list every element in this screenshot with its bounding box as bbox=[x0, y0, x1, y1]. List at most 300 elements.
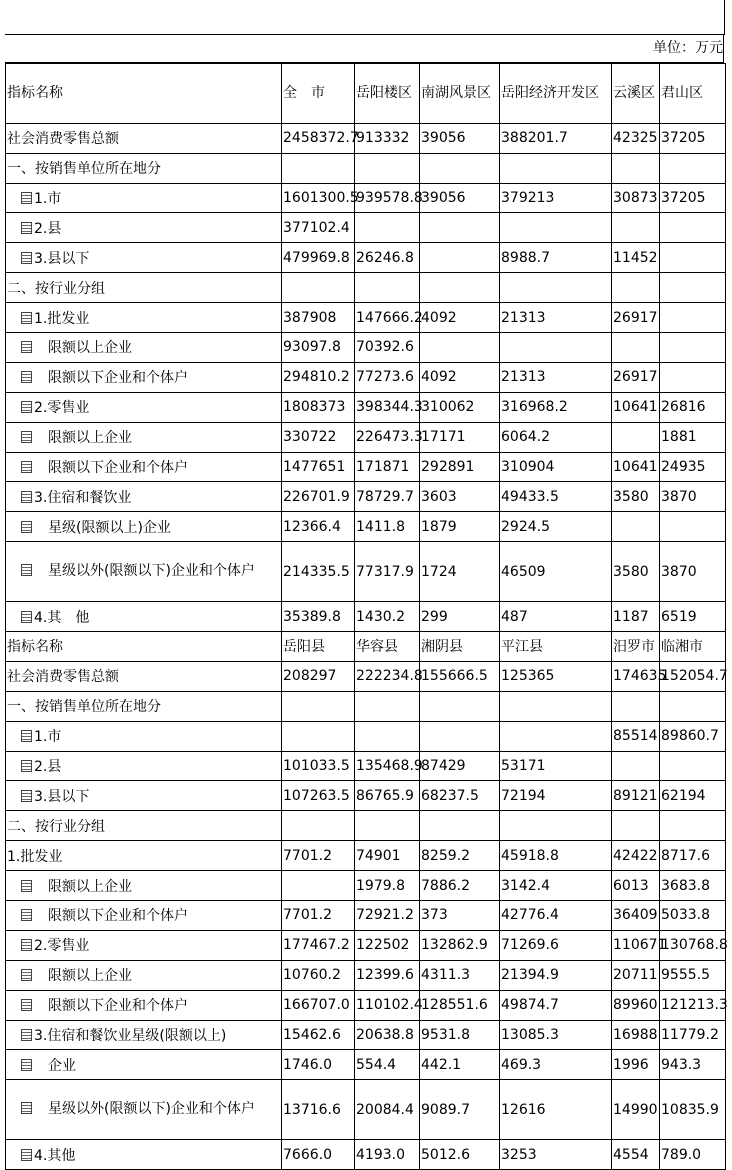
value-cell: 152054.7 bbox=[660, 661, 726, 691]
table-row bbox=[6, 781, 726, 811]
value-cell: 37205 bbox=[660, 183, 726, 213]
outline-group-icon[interactable] bbox=[21, 730, 32, 742]
value-cell: 3603 bbox=[420, 482, 500, 512]
value-cell: 377102.4 bbox=[282, 213, 355, 243]
outline-group-icon[interactable] bbox=[21, 909, 32, 921]
value-cell: 1477651 bbox=[282, 452, 355, 482]
value-cell: 1430.2 bbox=[355, 602, 420, 632]
outline-group-icon[interactable] bbox=[21, 1059, 32, 1071]
value-cell: 53171 bbox=[500, 751, 612, 781]
value-cell bbox=[660, 213, 726, 243]
value-cell: 3870 bbox=[660, 542, 726, 602]
value-cell: 85514 bbox=[612, 721, 660, 751]
table-row bbox=[6, 452, 726, 482]
outline-group-icon[interactable] bbox=[21, 222, 32, 234]
column-header: 指标名称 bbox=[6, 631, 282, 661]
row-label bbox=[6, 422, 282, 452]
table-row bbox=[6, 1080, 726, 1140]
column-header: 华容县 bbox=[355, 631, 420, 661]
value-cell: 9555.5 bbox=[660, 960, 726, 990]
value-cell: 1724 bbox=[420, 542, 500, 602]
outline-group-icon[interactable] bbox=[21, 790, 32, 802]
value-cell bbox=[500, 333, 612, 363]
value-cell: 8717.6 bbox=[660, 841, 726, 871]
row-label bbox=[6, 213, 282, 243]
row-label-text: 限额以上企业 bbox=[48, 878, 132, 895]
value-cell bbox=[420, 721, 500, 751]
value-cell bbox=[355, 213, 420, 243]
row-label-text: 限额以下企业和个体户 bbox=[48, 460, 188, 477]
row-label-text: 4.其 他 bbox=[34, 609, 90, 626]
table-row bbox=[6, 1140, 726, 1170]
outline-group-icon[interactable] bbox=[21, 1102, 32, 1114]
value-cell: 292891 bbox=[420, 452, 500, 482]
value-cell: 11779.2 bbox=[660, 1020, 726, 1050]
table-row bbox=[6, 841, 726, 871]
row-label bbox=[6, 602, 282, 632]
value-cell: 10641 bbox=[612, 452, 660, 482]
value-cell: 387908 bbox=[282, 303, 355, 333]
value-cell: 3142.4 bbox=[500, 871, 612, 901]
value-cell: 5033.8 bbox=[660, 900, 726, 930]
table-row bbox=[6, 1050, 726, 1080]
value-cell bbox=[660, 333, 726, 363]
table-row bbox=[6, 602, 726, 632]
value-cell bbox=[500, 213, 612, 243]
outline-group-icon[interactable] bbox=[21, 999, 32, 1011]
row-label bbox=[6, 1140, 282, 1170]
value-cell: 1601300.5 bbox=[282, 183, 355, 213]
row-label-text: 2.县 bbox=[34, 220, 62, 237]
row-label bbox=[6, 273, 282, 303]
value-cell bbox=[420, 243, 500, 273]
row-label-text: 限额以上企业 bbox=[48, 340, 132, 357]
outline-group-icon[interactable] bbox=[21, 939, 32, 951]
row-label bbox=[6, 303, 282, 333]
table-row bbox=[6, 900, 726, 930]
value-cell: 26917 bbox=[612, 362, 660, 392]
value-cell bbox=[660, 751, 726, 781]
value-cell: 93097.8 bbox=[282, 333, 355, 363]
table-row bbox=[6, 960, 726, 990]
row-label bbox=[6, 721, 282, 751]
outline-group-icon[interactable] bbox=[21, 760, 32, 772]
outline-group-icon[interactable] bbox=[21, 880, 32, 892]
value-cell bbox=[612, 213, 660, 243]
value-cell: 7666.0 bbox=[282, 1140, 355, 1170]
outline-group-icon[interactable] bbox=[21, 192, 32, 204]
value-cell: 479969.8 bbox=[282, 243, 355, 273]
header-row bbox=[6, 631, 726, 661]
row-label bbox=[6, 1050, 282, 1080]
value-cell: 10641 bbox=[612, 392, 660, 422]
value-cell: 72194 bbox=[500, 781, 612, 811]
value-cell bbox=[612, 153, 660, 183]
value-cell: 17171 bbox=[420, 422, 500, 452]
outline-group-icon[interactable] bbox=[21, 521, 32, 533]
column-header: 君山区 bbox=[660, 64, 726, 124]
row-label bbox=[6, 1020, 282, 1050]
value-cell bbox=[420, 333, 500, 363]
value-cell bbox=[612, 273, 660, 303]
value-cell: 5012.6 bbox=[420, 1140, 500, 1170]
outline-group-icon[interactable] bbox=[21, 431, 32, 443]
value-cell: 72921.2 bbox=[355, 900, 420, 930]
row-label-text: 一、按销售单位所在地分 bbox=[7, 161, 161, 178]
value-cell bbox=[355, 691, 420, 721]
value-cell bbox=[660, 362, 726, 392]
value-cell: 42422 bbox=[612, 841, 660, 871]
value-cell bbox=[660, 512, 726, 542]
value-cell bbox=[612, 422, 660, 452]
value-cell: 42776.4 bbox=[500, 900, 612, 930]
value-cell: 107263.5 bbox=[282, 781, 355, 811]
value-cell: 21313 bbox=[500, 303, 612, 333]
value-cell: 388201.7 bbox=[500, 123, 612, 153]
row-label bbox=[6, 362, 282, 392]
value-cell: 12399.6 bbox=[355, 960, 420, 990]
outline-group-icon[interactable] bbox=[21, 491, 32, 503]
row-label-text: 3.住宿和餐饮业 bbox=[34, 489, 132, 506]
row-label-text: 星级以外(限额以下)企业和个体户 bbox=[48, 563, 255, 580]
value-cell: 89960 bbox=[612, 990, 660, 1020]
row-label-text: 3.县以下 bbox=[34, 250, 90, 267]
value-cell: 1187 bbox=[612, 602, 660, 632]
value-cell: 8988.7 bbox=[500, 243, 612, 273]
value-cell bbox=[282, 691, 355, 721]
row-label bbox=[6, 123, 282, 153]
table-row bbox=[6, 1020, 726, 1050]
value-cell: 7701.2 bbox=[282, 900, 355, 930]
column-header: 指标名称 bbox=[6, 64, 282, 124]
value-cell: 3580 bbox=[612, 482, 660, 512]
value-cell: 4311.3 bbox=[420, 960, 500, 990]
value-cell bbox=[500, 811, 612, 841]
value-cell: 316968.2 bbox=[500, 392, 612, 422]
value-cell: 379213 bbox=[500, 183, 612, 213]
table-row bbox=[6, 183, 726, 213]
value-cell: 9531.8 bbox=[420, 1020, 500, 1050]
value-cell: 1996 bbox=[612, 1050, 660, 1080]
value-cell: 6013 bbox=[612, 871, 660, 901]
value-cell: 3580 bbox=[612, 542, 660, 602]
row-label bbox=[6, 452, 282, 482]
row-label-text: 企业 bbox=[48, 1057, 76, 1074]
row-label-text: 二、按行业分组 bbox=[7, 818, 105, 835]
value-cell: 214335.5 bbox=[282, 542, 355, 602]
column-header: 南湖风景区 bbox=[420, 64, 500, 124]
value-cell: 3253 bbox=[500, 1140, 612, 1170]
value-cell: 4554 bbox=[612, 1140, 660, 1170]
outline-group-icon[interactable] bbox=[21, 312, 32, 324]
value-cell: 26917 bbox=[612, 303, 660, 333]
value-cell bbox=[500, 691, 612, 721]
value-cell: 6064.2 bbox=[500, 422, 612, 452]
outline-group-icon[interactable] bbox=[21, 401, 32, 413]
value-cell: 226473.3 bbox=[355, 422, 420, 452]
row-label bbox=[6, 243, 282, 273]
value-cell: 30873 bbox=[612, 183, 660, 213]
row-label bbox=[6, 1080, 282, 1140]
value-cell: 78729.7 bbox=[355, 482, 420, 512]
outline-group-icon[interactable] bbox=[21, 341, 32, 353]
value-cell: 37205 bbox=[660, 123, 726, 153]
value-cell: 110671 bbox=[612, 930, 660, 960]
table-row bbox=[6, 153, 726, 183]
table-row bbox=[6, 811, 726, 841]
value-cell: 1881 bbox=[660, 422, 726, 452]
value-cell: 299 bbox=[420, 602, 500, 632]
value-cell: 12616 bbox=[500, 1080, 612, 1140]
table-row bbox=[6, 273, 726, 303]
value-cell: 2924.5 bbox=[500, 512, 612, 542]
row-label bbox=[6, 811, 282, 841]
table-row bbox=[6, 542, 726, 602]
value-cell: 2458372.7 bbox=[282, 123, 355, 153]
value-cell: 155666.5 bbox=[420, 661, 500, 691]
value-cell: 171871 bbox=[355, 452, 420, 482]
table-row bbox=[6, 422, 726, 452]
row-label-text: 2.零售业 bbox=[34, 938, 90, 955]
row-label-text: 社会消费零售总额 bbox=[7, 669, 119, 686]
row-label-text: 4.其他 bbox=[34, 1147, 76, 1164]
column-header: 湘阴县 bbox=[420, 631, 500, 661]
title-area bbox=[5, 0, 725, 35]
value-cell: 166707.0 bbox=[282, 990, 355, 1020]
value-cell: 9089.7 bbox=[420, 1080, 500, 1140]
value-cell bbox=[500, 153, 612, 183]
row-label-text: 限额以下企业和个体户 bbox=[48, 370, 188, 387]
value-cell bbox=[355, 721, 420, 751]
table-row bbox=[6, 661, 726, 691]
row-label-text: 限额以上企业 bbox=[48, 430, 132, 447]
column-header: 岳阳经济开发区 bbox=[500, 64, 612, 124]
value-cell bbox=[355, 273, 420, 303]
row-label-text: 限额以下企业和个体户 bbox=[48, 908, 188, 925]
value-cell: 26816 bbox=[660, 392, 726, 422]
row-label-text: 2.零售业 bbox=[34, 400, 90, 417]
row-label-text: 1.批发业 bbox=[34, 310, 90, 327]
value-cell: 39056 bbox=[420, 183, 500, 213]
value-cell: 39056 bbox=[420, 123, 500, 153]
row-label bbox=[6, 751, 282, 781]
row-label bbox=[6, 990, 282, 1020]
row-label bbox=[6, 542, 282, 602]
row-label bbox=[6, 691, 282, 721]
value-cell bbox=[660, 153, 726, 183]
value-cell: 177467.2 bbox=[282, 930, 355, 960]
value-cell: 294810.2 bbox=[282, 362, 355, 392]
value-cell: 442.1 bbox=[420, 1050, 500, 1080]
value-cell: 130768.8 bbox=[660, 930, 726, 960]
value-cell: 16988 bbox=[612, 1020, 660, 1050]
row-label-text: 一、按销售单位所在地分 bbox=[7, 699, 161, 716]
value-cell bbox=[500, 721, 612, 751]
value-cell: 77317.9 bbox=[355, 542, 420, 602]
value-cell: 226701.9 bbox=[282, 482, 355, 512]
value-cell: 4092 bbox=[420, 303, 500, 333]
outline-group-icon[interactable] bbox=[21, 1149, 32, 1161]
value-cell: 89860.7 bbox=[660, 721, 726, 751]
value-cell bbox=[612, 333, 660, 363]
value-cell bbox=[500, 273, 612, 303]
value-cell: 11452 bbox=[612, 243, 660, 273]
value-cell: 77273.6 bbox=[355, 362, 420, 392]
row-label bbox=[6, 930, 282, 960]
outline-group-icon[interactable] bbox=[21, 461, 32, 473]
value-cell: 330722 bbox=[282, 422, 355, 452]
table-row bbox=[6, 123, 726, 153]
column-header: 岳阳楼区 bbox=[355, 64, 420, 124]
value-cell bbox=[420, 153, 500, 183]
row-label-text: 二、按行业分组 bbox=[7, 280, 105, 297]
column-header: 云溪区 bbox=[612, 64, 660, 124]
value-cell: 10835.9 bbox=[660, 1080, 726, 1140]
value-cell: 110102.4 bbox=[355, 990, 420, 1020]
value-cell: 68237.5 bbox=[420, 781, 500, 811]
row-label-text: 限额以下企业和个体户 bbox=[48, 998, 188, 1015]
value-cell bbox=[282, 153, 355, 183]
row-label bbox=[6, 482, 282, 512]
value-cell: 789.0 bbox=[660, 1140, 726, 1170]
outline-group-icon[interactable] bbox=[21, 1029, 32, 1041]
value-cell bbox=[660, 303, 726, 333]
value-cell: 6519 bbox=[660, 602, 726, 632]
row-label bbox=[6, 661, 282, 691]
row-label bbox=[6, 392, 282, 422]
value-cell: 3683.8 bbox=[660, 871, 726, 901]
row-label bbox=[6, 512, 282, 542]
value-cell: 310062 bbox=[420, 392, 500, 422]
value-cell: 132862.9 bbox=[420, 930, 500, 960]
value-cell: 62194 bbox=[660, 781, 726, 811]
unit-label: 单位：万元 bbox=[5, 34, 724, 63]
row-label bbox=[6, 183, 282, 213]
value-cell: 13085.3 bbox=[500, 1020, 612, 1050]
row-label bbox=[6, 781, 282, 811]
column-header: 岳阳县 bbox=[282, 631, 355, 661]
value-cell: 1979.8 bbox=[355, 871, 420, 901]
table-row bbox=[6, 871, 726, 901]
row-label bbox=[6, 841, 282, 871]
value-cell bbox=[660, 273, 726, 303]
value-cell: 913332 bbox=[355, 123, 420, 153]
value-cell: 35389.8 bbox=[282, 602, 355, 632]
value-cell: 71269.6 bbox=[500, 930, 612, 960]
row-label-text: 1.市 bbox=[34, 729, 62, 746]
value-cell: 939578.8 bbox=[355, 183, 420, 213]
value-cell bbox=[420, 691, 500, 721]
value-cell: 125365 bbox=[500, 661, 612, 691]
value-cell: 469.3 bbox=[500, 1050, 612, 1080]
value-cell bbox=[660, 691, 726, 721]
value-cell: 89121 bbox=[612, 781, 660, 811]
value-cell: 14990 bbox=[612, 1080, 660, 1140]
table-row bbox=[6, 990, 726, 1020]
value-cell: 45918.8 bbox=[500, 841, 612, 871]
table-row bbox=[6, 930, 726, 960]
value-cell: 554.4 bbox=[355, 1050, 420, 1080]
value-cell: 147666.2 bbox=[355, 303, 420, 333]
table-row bbox=[6, 751, 726, 781]
value-cell: 122502 bbox=[355, 930, 420, 960]
outline-group-icon[interactable] bbox=[21, 564, 32, 576]
value-cell: 7701.2 bbox=[282, 841, 355, 871]
value-cell bbox=[282, 273, 355, 303]
row-label-text: 社会消费零售总额 bbox=[7, 131, 119, 148]
row-label-text: 3.县以下 bbox=[34, 788, 90, 805]
row-label-text: 限额以上企业 bbox=[48, 968, 132, 985]
row-label bbox=[6, 900, 282, 930]
value-cell: 36409 bbox=[612, 900, 660, 930]
value-cell: 8259.2 bbox=[420, 841, 500, 871]
value-cell: 20084.4 bbox=[355, 1080, 420, 1140]
row-label bbox=[6, 333, 282, 363]
value-cell bbox=[660, 243, 726, 273]
value-cell: 20638.8 bbox=[355, 1020, 420, 1050]
row-label bbox=[6, 153, 282, 183]
value-cell bbox=[282, 811, 355, 841]
value-cell: 87429 bbox=[420, 751, 500, 781]
value-cell: 21394.9 bbox=[500, 960, 612, 990]
value-cell bbox=[282, 871, 355, 901]
value-cell: 12366.4 bbox=[282, 512, 355, 542]
value-cell: 101033.5 bbox=[282, 751, 355, 781]
value-cell bbox=[612, 512, 660, 542]
outline-group-icon[interactable] bbox=[21, 252, 32, 264]
value-cell: 42325 bbox=[612, 123, 660, 153]
value-cell: 70392.6 bbox=[355, 333, 420, 363]
row-label-text: 星级(限额以上)企业 bbox=[48, 519, 171, 536]
column-header: 汨罗市 bbox=[612, 631, 660, 661]
value-cell: 4092 bbox=[420, 362, 500, 392]
value-cell: 10760.2 bbox=[282, 960, 355, 990]
outline-group-icon[interactable] bbox=[21, 371, 32, 383]
table-row bbox=[6, 721, 726, 751]
value-cell bbox=[420, 273, 500, 303]
value-cell: 398344.3 bbox=[355, 392, 420, 422]
value-cell: 128551.6 bbox=[420, 990, 500, 1020]
value-cell: 222234.8 bbox=[355, 661, 420, 691]
outline-group-icon[interactable] bbox=[21, 611, 32, 623]
table-row bbox=[6, 243, 726, 273]
row-label-text: 2.县 bbox=[34, 758, 62, 775]
value-cell: 310904 bbox=[500, 452, 612, 482]
value-cell: 26246.8 bbox=[355, 243, 420, 273]
value-cell: 1808373 bbox=[282, 392, 355, 422]
value-cell bbox=[612, 751, 660, 781]
value-cell: 1879 bbox=[420, 512, 500, 542]
table-row bbox=[6, 691, 726, 721]
table-row bbox=[6, 362, 726, 392]
value-cell bbox=[612, 811, 660, 841]
value-cell: 49874.7 bbox=[500, 990, 612, 1020]
value-cell: 121213.3 bbox=[660, 990, 726, 1020]
value-cell: 1411.8 bbox=[355, 512, 420, 542]
column-header: 平江县 bbox=[500, 631, 612, 661]
value-cell bbox=[355, 153, 420, 183]
table-row bbox=[6, 512, 726, 542]
row-label-text: 1.批发业 bbox=[7, 848, 63, 865]
value-cell: 49433.5 bbox=[500, 482, 612, 512]
value-cell bbox=[282, 721, 355, 751]
value-cell: 20711 bbox=[612, 960, 660, 990]
column-header: 全 市 bbox=[282, 64, 355, 124]
header-row bbox=[6, 64, 726, 124]
value-cell: 74901 bbox=[355, 841, 420, 871]
outline-group-icon[interactable] bbox=[21, 969, 32, 981]
value-cell: 21313 bbox=[500, 362, 612, 392]
